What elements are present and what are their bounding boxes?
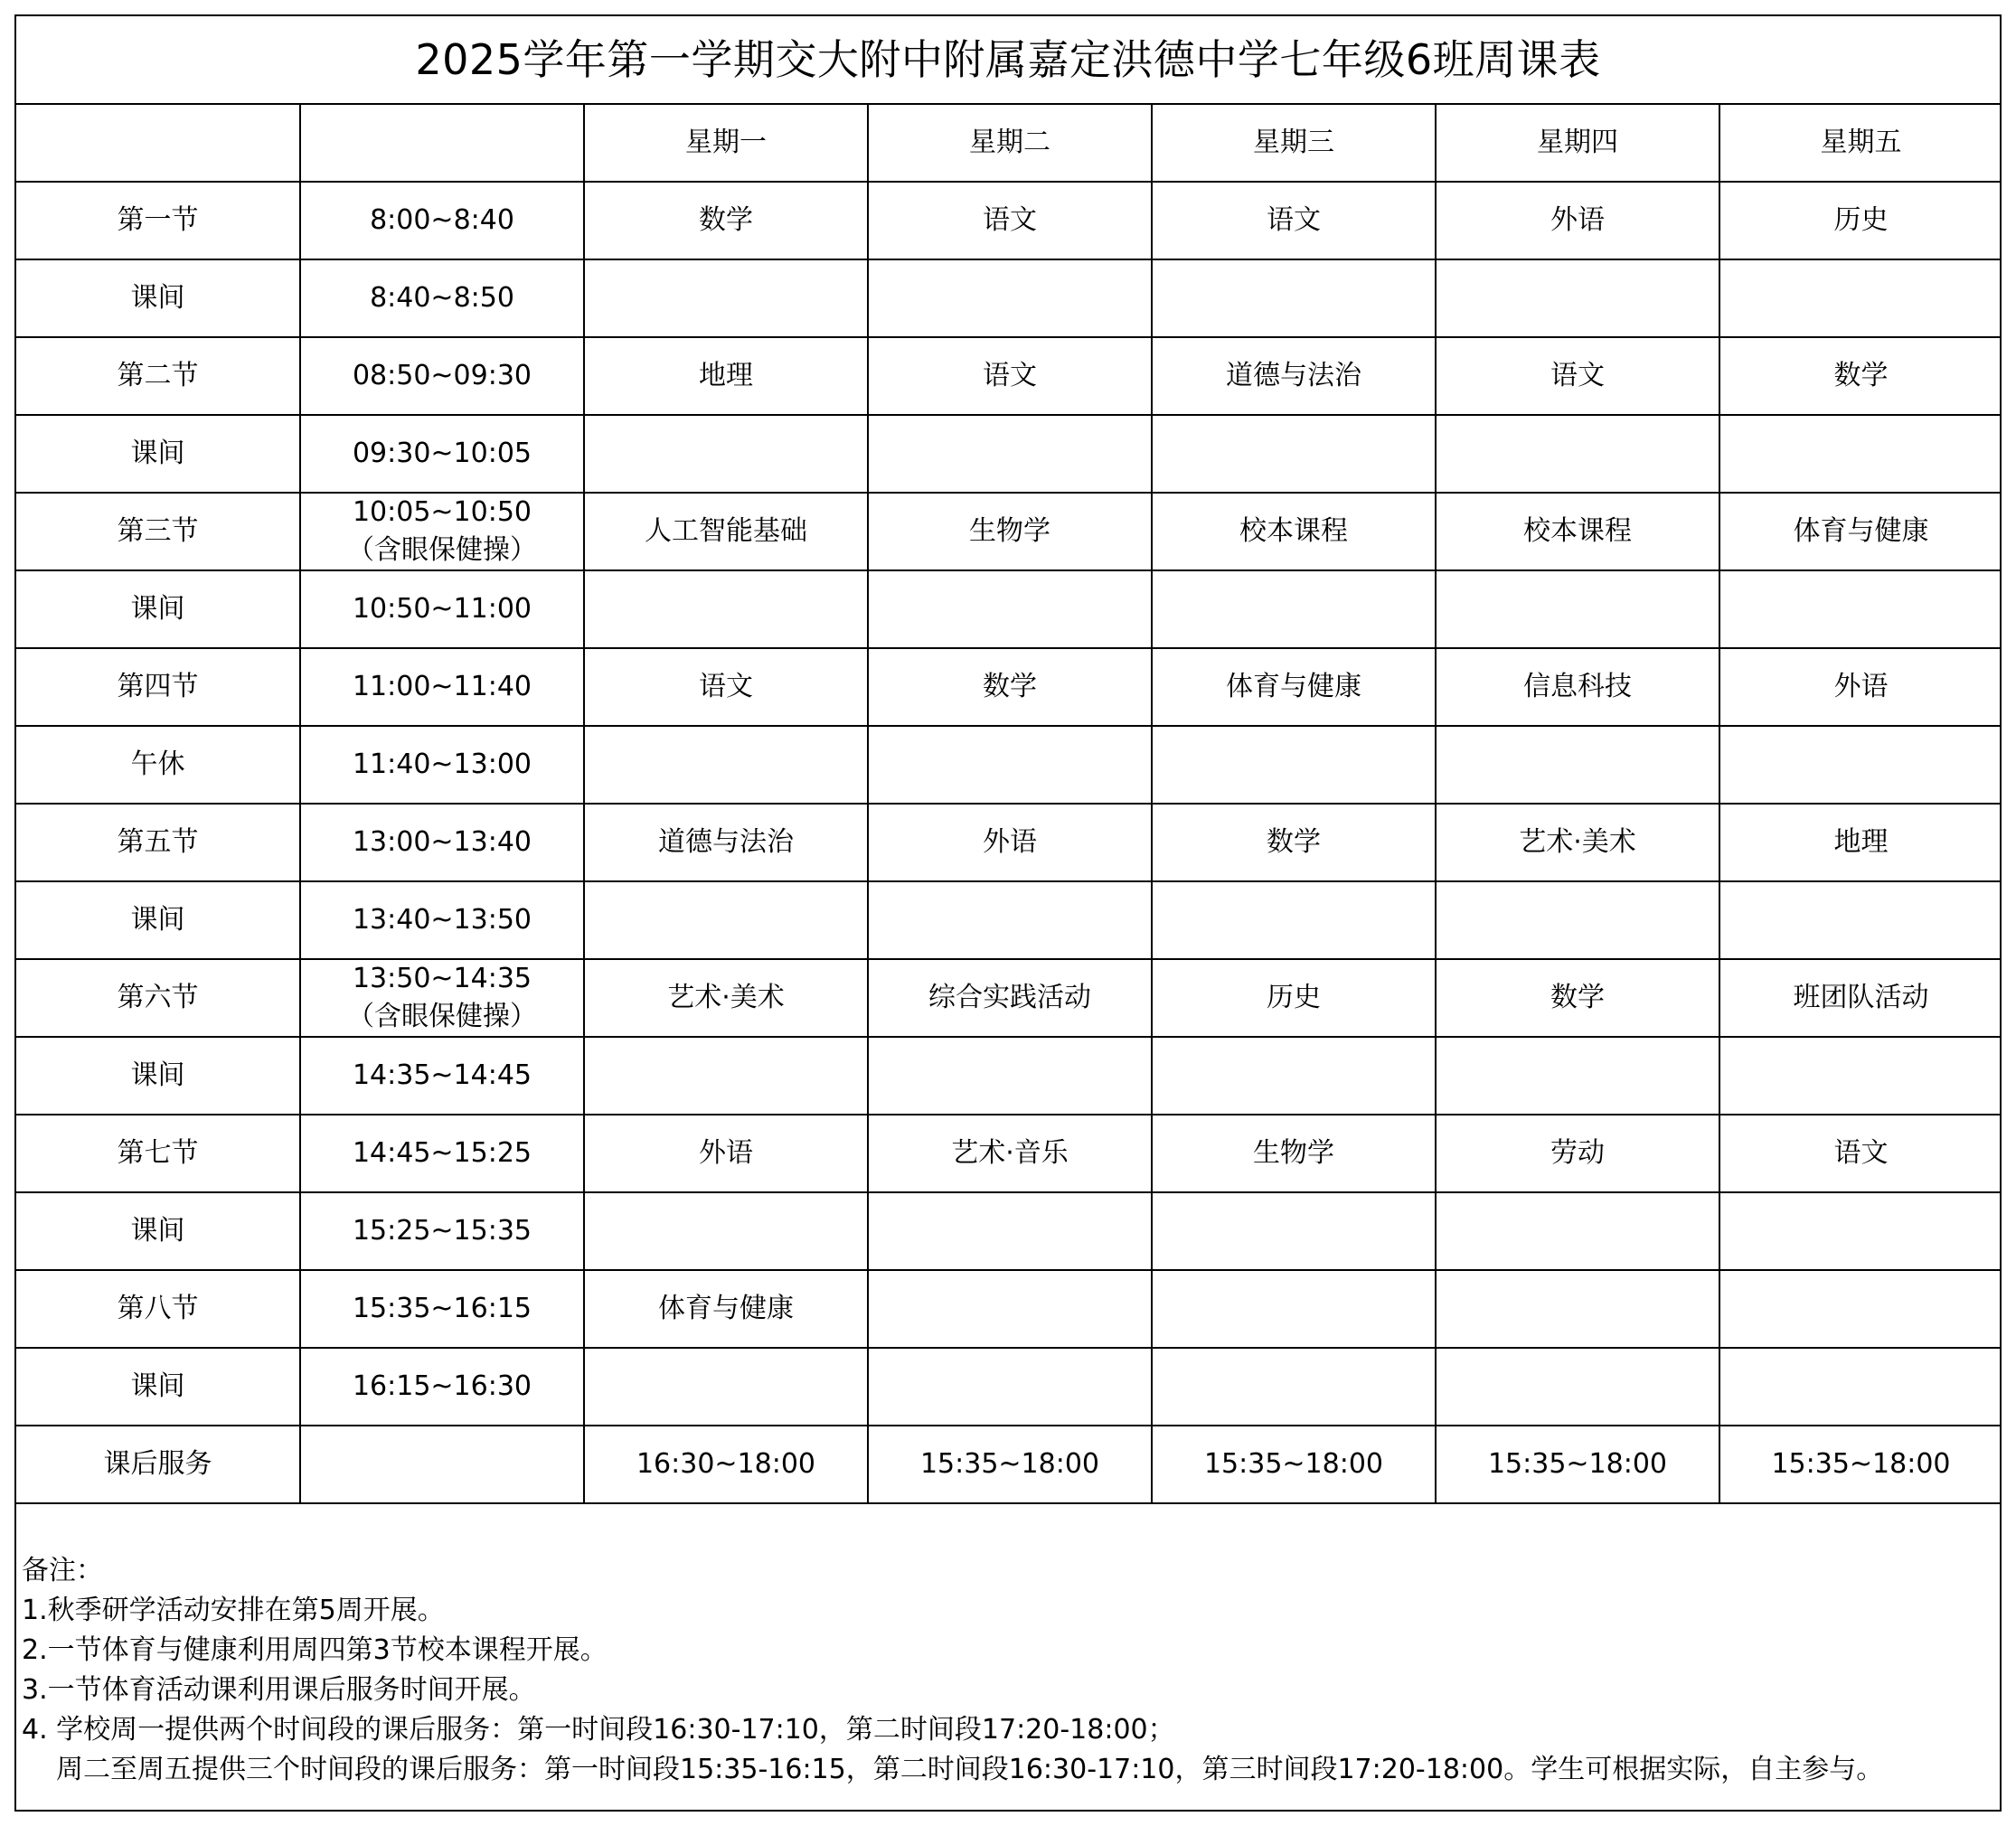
time-range-cell: 14:35~14:45 xyxy=(300,1037,584,1115)
subject-cell: 15:35~18:00 xyxy=(1152,1426,1436,1503)
time-range-cell: 11:40~13:00 xyxy=(300,726,584,804)
schedule-row xyxy=(16,1348,2002,1426)
time-range-cell: 13:00~13:40 xyxy=(300,804,584,881)
schedule-row xyxy=(16,493,2002,570)
subject-cell: 道德与法治 xyxy=(584,804,868,881)
subject-cell xyxy=(584,415,868,493)
subject-cell: 语文 xyxy=(868,182,1152,259)
header-row xyxy=(16,104,2002,182)
subject-cell xyxy=(1719,726,2002,804)
period-label-cell: 午休 xyxy=(16,726,300,804)
time-range-cell xyxy=(300,959,584,1037)
schedule-row xyxy=(16,648,2002,726)
schedule-row xyxy=(16,259,2002,337)
subject-cell xyxy=(1436,1192,1719,1270)
period-label-cell: 课间 xyxy=(16,881,300,959)
subject-cell xyxy=(584,1348,868,1426)
subject-cell: 语文 xyxy=(868,337,1152,415)
subject-cell xyxy=(1719,415,2002,493)
period-label-cell: 课后服务 xyxy=(16,1426,300,1503)
subject-cell: 人工智能基础 xyxy=(584,493,868,570)
subject-cell: 艺术·美术 xyxy=(584,959,868,1037)
note-line: 3.一节体育活动课利用课后服务时间开展。 xyxy=(22,1674,536,1706)
time-range-note: （含眼保健操） xyxy=(347,1001,537,1032)
schedule-row xyxy=(16,1192,2002,1270)
subject-cell: 15:35~18:00 xyxy=(1436,1426,1719,1503)
subject-cell xyxy=(868,1348,1152,1426)
subject-cell xyxy=(868,1037,1152,1115)
period-label-cell: 第一节 xyxy=(16,182,300,259)
subject-cell xyxy=(868,881,1152,959)
header-day-monday: 星期一 xyxy=(584,104,868,182)
time-range-cell: 15:35~16:15 xyxy=(300,1270,584,1348)
period-label-cell: 课间 xyxy=(16,1192,300,1270)
subject-cell xyxy=(868,726,1152,804)
subject-cell: 信息科技 xyxy=(1436,648,1719,726)
subject-cell xyxy=(1719,259,2002,337)
time-range-cell: 8:00~8:40 xyxy=(300,182,584,259)
subject-cell: 语文 xyxy=(1152,182,1436,259)
subject-cell xyxy=(1152,881,1436,959)
time-range-note: （含眼保健操） xyxy=(347,534,537,566)
time-range-cell: 13:40~13:50 xyxy=(300,881,584,959)
note-line: 4. 学校周一提供两个时间段的课后服务：第一时间段16:30-17:10，第二时间段17:20-18:00； xyxy=(22,1714,1175,1746)
subject-cell xyxy=(584,1192,868,1270)
page-title: 2025学年第一学期交大附中附属嘉定洪德中学七年级6班周课表 xyxy=(415,35,1601,84)
subject-cell: 地理 xyxy=(1719,804,2002,881)
note-continuation: 周二至周五提供三个时间段的课后服务：第一时间段15:35-16:15，第二时间段16:30-17:10，第三时间段17:20-18:00。学生可根据实际，自主参与。 xyxy=(56,1754,1884,1785)
header-day-wednesday: 星期三 xyxy=(1152,104,1436,182)
schedule-row xyxy=(16,804,2002,881)
subject-cell: 体育与健康 xyxy=(1152,648,1436,726)
subject-cell: 数学 xyxy=(1152,804,1436,881)
subject-cell: 体育与健康 xyxy=(584,1270,868,1348)
subject-cell xyxy=(584,881,868,959)
schedule-row xyxy=(16,337,2002,415)
time-range-cell: 16:15~16:30 xyxy=(300,1348,584,1426)
subject-cell: 生物学 xyxy=(1152,1115,1436,1192)
subject-cell: 16:30~18:00 xyxy=(584,1426,868,1503)
time-range-cell xyxy=(300,1426,584,1503)
period-label-cell: 课间 xyxy=(16,259,300,337)
subject-cell: 语文 xyxy=(1436,337,1719,415)
note-line: 2.一节体育与健康利用周四第3节校本课程开展。 xyxy=(22,1634,608,1666)
period-label-cell: 第二节 xyxy=(16,337,300,415)
time-range-cell: 08:50~09:30 xyxy=(300,337,584,415)
period-label-cell: 第五节 xyxy=(16,804,300,881)
period-label-cell: 课间 xyxy=(16,1037,300,1115)
subject-cell xyxy=(1152,1348,1436,1426)
subject-cell: 数学 xyxy=(584,182,868,259)
subject-cell: 班团队活动 xyxy=(1719,959,2002,1037)
subject-cell: 数学 xyxy=(868,648,1152,726)
time-range-cell: 8:40~8:50 xyxy=(300,259,584,337)
subject-cell xyxy=(1436,1348,1719,1426)
header-day-tuesday: 星期二 xyxy=(868,104,1152,182)
subject-cell xyxy=(584,570,868,648)
subject-cell xyxy=(1436,1037,1719,1115)
subject-cell: 15:35~18:00 xyxy=(1719,1426,2002,1503)
time-range-text: 13:50~14:35 xyxy=(352,963,532,994)
subject-cell xyxy=(1719,570,2002,648)
subject-cell xyxy=(1152,726,1436,804)
subject-cell xyxy=(868,1270,1152,1348)
subject-cell xyxy=(1152,1037,1436,1115)
schedule-row xyxy=(16,1270,2002,1348)
schedule-row xyxy=(16,959,2002,1037)
subject-cell: 校本课程 xyxy=(1152,493,1436,570)
subject-cell: 劳动 xyxy=(1436,1115,1719,1192)
schedule-row xyxy=(16,881,2002,959)
period-label-cell: 课间 xyxy=(16,1348,300,1426)
header-day-friday: 星期五 xyxy=(1719,104,2002,182)
notes-section xyxy=(22,1551,1992,1790)
timetable-grid xyxy=(16,103,2002,1504)
subject-cell xyxy=(584,726,868,804)
period-label-cell: 第六节 xyxy=(16,959,300,1037)
header-time-cell xyxy=(300,104,584,182)
subject-cell xyxy=(1436,570,1719,648)
subject-cell: 艺术·音乐 xyxy=(868,1115,1152,1192)
subject-cell xyxy=(868,415,1152,493)
period-label-cell: 第八节 xyxy=(16,1270,300,1348)
schedule-row xyxy=(16,570,2002,648)
time-range-cell: 11:00~11:40 xyxy=(300,648,584,726)
header-day-thursday: 星期四 xyxy=(1436,104,1719,182)
time-range-cell: 09:30~10:05 xyxy=(300,415,584,493)
subject-cell: 数学 xyxy=(1719,337,2002,415)
subject-cell: 历史 xyxy=(1152,959,1436,1037)
subject-cell xyxy=(584,1037,868,1115)
schedule-row xyxy=(16,1426,2002,1503)
schedule-row xyxy=(16,1037,2002,1115)
subject-cell xyxy=(1719,881,2002,959)
subject-cell: 数学 xyxy=(1436,959,1719,1037)
subject-cell xyxy=(1719,1192,2002,1270)
subject-cell: 外语 xyxy=(1719,648,2002,726)
subject-cell xyxy=(868,259,1152,337)
subject-cell: 校本课程 xyxy=(1436,493,1719,570)
subject-cell: 语文 xyxy=(1719,1115,2002,1192)
subject-cell: 语文 xyxy=(584,648,868,726)
subject-cell xyxy=(1436,881,1719,959)
schedule-row xyxy=(16,415,2002,493)
subject-cell xyxy=(1436,415,1719,493)
note-line: 1.秋季研学活动安排在第5周开展。 xyxy=(22,1595,445,1626)
time-range-cell: 15:25~15:35 xyxy=(300,1192,584,1270)
period-label-cell: 第七节 xyxy=(16,1115,300,1192)
time-range-cell xyxy=(300,493,584,570)
schedule-row xyxy=(16,726,2002,804)
time-range-cell: 10:50~11:00 xyxy=(300,570,584,648)
subject-cell xyxy=(1152,1270,1436,1348)
subject-cell xyxy=(584,259,868,337)
schedule-row xyxy=(16,182,2002,259)
subject-cell: 外语 xyxy=(868,804,1152,881)
subject-cell xyxy=(1719,1270,2002,1348)
subject-cell: 艺术·美术 xyxy=(1436,804,1719,881)
subject-cell xyxy=(1152,1192,1436,1270)
timetable-sheet xyxy=(14,14,2002,1812)
subject-cell xyxy=(1436,259,1719,337)
subject-cell xyxy=(868,570,1152,648)
subject-cell: 历史 xyxy=(1719,182,2002,259)
subject-cell: 生物学 xyxy=(868,493,1152,570)
subject-cell: 综合实践活动 xyxy=(868,959,1152,1037)
period-label-cell: 课间 xyxy=(16,415,300,493)
period-label-cell: 课间 xyxy=(16,570,300,648)
subject-cell xyxy=(1436,1270,1719,1348)
time-range-text: 10:05~10:50 xyxy=(352,496,532,528)
notes-heading: 备注： xyxy=(22,1555,103,1586)
subject-cell: 体育与健康 xyxy=(1719,493,2002,570)
period-label-cell: 第三节 xyxy=(16,493,300,570)
time-range-cell: 14:45~15:25 xyxy=(300,1115,584,1192)
subject-cell xyxy=(1719,1037,2002,1115)
subject-cell xyxy=(1436,726,1719,804)
subject-cell: 地理 xyxy=(584,337,868,415)
subject-cell xyxy=(1152,570,1436,648)
subject-cell xyxy=(868,1192,1152,1270)
period-label-cell: 第四节 xyxy=(16,648,300,726)
subject-cell: 15:35~18:00 xyxy=(868,1426,1152,1503)
subject-cell: 外语 xyxy=(1436,182,1719,259)
header-period-cell xyxy=(16,104,300,182)
subject-cell xyxy=(1719,1348,2002,1426)
subject-cell xyxy=(1152,259,1436,337)
subject-cell xyxy=(1152,415,1436,493)
subject-cell: 道德与法治 xyxy=(1152,337,1436,415)
subject-cell: 外语 xyxy=(584,1115,868,1192)
schedule-row xyxy=(16,1115,2002,1192)
